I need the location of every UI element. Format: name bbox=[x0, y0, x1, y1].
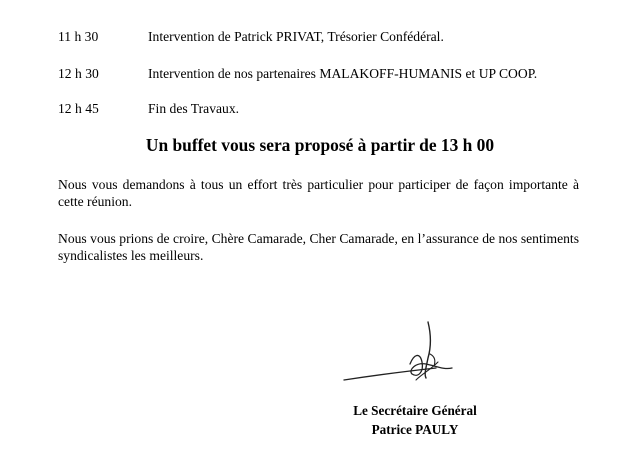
schedule-time: 11 h 30 bbox=[58, 29, 99, 44]
schedule-text: Fin des Travaux. bbox=[148, 101, 240, 116]
signatory-title: Le Secrétaire Général bbox=[353, 403, 477, 418]
schedule-time: 12 h 30 bbox=[58, 66, 99, 81]
signatory-name: Patrice PAULY bbox=[371, 422, 459, 437]
schedule-text: Intervention de nos partenaires MALAKOFF-HUMANIS et UP COOP. bbox=[148, 66, 538, 81]
body-paragraph: Nous vous demandons à tous un effort très particulier pour participer de façon importante à cette réunion. bbox=[58, 177, 579, 209]
schedule-time: 12 h 45 bbox=[58, 101, 99, 116]
schedule-text: Intervention de Patrick PRIVAT, Trésorier Confédéral. bbox=[148, 29, 444, 44]
closing-paragraph: Nous vous prions de croire, Chère Camarade, Cher Camarade, en l’assurance de nos sentiments syndicalistes les meilleurs. bbox=[58, 231, 579, 263]
handwritten-signature bbox=[340, 318, 460, 403]
buffet-notice: Un buffet vous sera proposé à partir de 13 h 00 bbox=[145, 135, 495, 155]
signature-block bbox=[320, 401, 510, 439]
signature-scribble bbox=[340, 318, 460, 398]
